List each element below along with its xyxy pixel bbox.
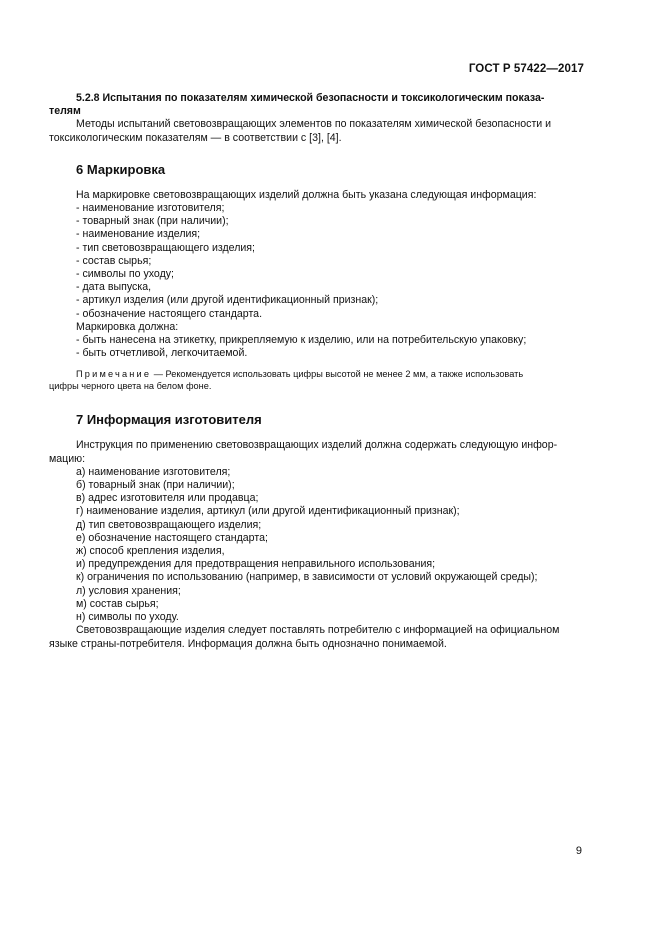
- list-item: - тип световозвращающего изделия;: [76, 241, 255, 254]
- note: [49, 368, 584, 392]
- section-6-list: [76, 202, 584, 321]
- clause-5-2-8: [49, 92, 584, 145]
- list-item: - наименование изделия;: [76, 228, 201, 241]
- list-item: - обозначение настоящего стандарта.: [76, 307, 263, 320]
- section-7-intro-line-2: мацию:: [49, 452, 86, 465]
- list-item: г) наименование изделия, артикул (или другой идентификационный признак);: [76, 505, 460, 518]
- section-7-list: [76, 466, 584, 624]
- page-header: ГОСТ Р 57422—2017: [468, 63, 584, 75]
- marking-intro: Маркировка должна:: [76, 320, 179, 333]
- clause-title: [49, 92, 584, 118]
- list-item: - символы по уходу;: [76, 268, 175, 281]
- section-6-heading: 6 Маркировка: [76, 161, 166, 177]
- section-7-intro-line-1: Инструкция по применению световозвращающих изделий должна содержать следующую инфор-: [76, 439, 558, 452]
- clause-title-line-2: телям: [49, 105, 81, 118]
- list-item: - состав сырья;: [76, 254, 152, 267]
- list-item: - артикул изделия (или другой идентификационный признак);: [76, 294, 379, 307]
- list-item: а) наименование изготовителя;: [76, 465, 231, 478]
- list-item: д) тип световозвращающего изделия;: [76, 518, 262, 531]
- section-6: [49, 161, 584, 393]
- clause-body: [49, 118, 584, 144]
- clause-title-line-1: 5.2.8 Испытания по показателям химической безопасности и токсикологическим показа-: [76, 92, 545, 104]
- list-item: л) условия хранения;: [76, 584, 181, 597]
- section-7-closing-line-2: языке страны-потребителя. Информация должна быть однозначно понимаемой.: [49, 637, 447, 650]
- clause-body-line-2: токсикологическим показателям — в соответствии с [3], [4].: [49, 131, 342, 144]
- list-item: е) обозначение настоящего стандарта;: [76, 531, 268, 544]
- section-6-intro: На маркировке световозвращающих изделий должна быть указана следующая информация:: [76, 188, 537, 201]
- list-item: в) адрес изготовителя или продавца;: [76, 492, 259, 505]
- list-item: б) товарный знак (при наличии);: [76, 479, 235, 492]
- section-7: [49, 412, 584, 650]
- list-item: ж) способ крепления изделия,: [76, 545, 225, 558]
- list-item: к) ограничения по использованию (например, в зависимости от условий окружающей среды);: [76, 571, 538, 584]
- document-body: [49, 92, 584, 651]
- list-item: м) состав сырья;: [76, 597, 159, 610]
- list-item: - наименование изготовителя;: [76, 202, 225, 215]
- page-number: 9: [575, 845, 582, 857]
- note-text-line-2: цифры черного цвета на белом фоне.: [49, 381, 212, 392]
- section-7-intro: [49, 439, 584, 465]
- list-item: - быть отчетливой, легкочитаемой.: [76, 347, 248, 360]
- list-item: - дата выпуска,: [76, 281, 152, 294]
- list-item: - товарный знак (при наличии);: [76, 215, 229, 228]
- clause-body-line-1: Методы испытаний световозвращающих элементов по показателям химической безопасности и: [76, 118, 552, 131]
- section-7-heading: 7 Информация изготовителя: [76, 412, 262, 428]
- note-text-line-1: — Рекомендуется использовать цифры высотой не менее 2 мм, а также использовать: [151, 369, 524, 380]
- list-item: и) предупреждения для предотвращения неправильного использования;: [76, 558, 436, 571]
- list-item: н) символы по уходу.: [76, 611, 179, 624]
- section-7-closing: [49, 624, 584, 650]
- list-item: - быть нанесена на этикетку, прикрепляемую к изделию, или на потребительскую упаковку;: [76, 334, 527, 347]
- marking-list: [76, 334, 584, 360]
- section-7-closing-line-1: Световозвращающие изделия следует поставлять потребителю с информацией на официальном: [76, 624, 560, 637]
- note-label: Примечание: [76, 369, 152, 380]
